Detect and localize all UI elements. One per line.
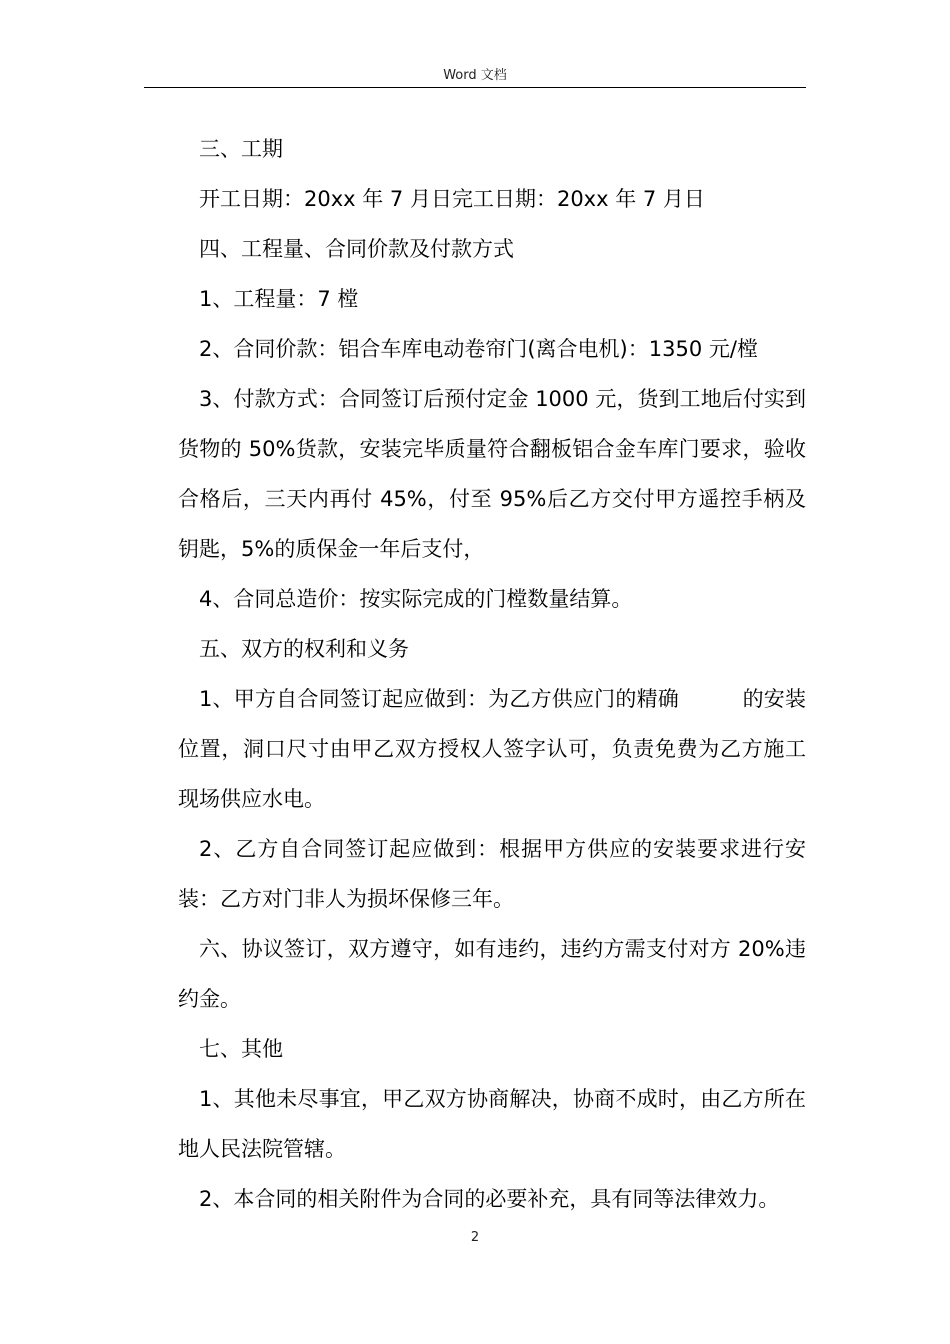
section-heading-schedule: 三、工期 (199, 137, 283, 161)
paragraph-attachments: 2、本合同的相关附件为合同的必要补充，具有同等法律效力。 (199, 1187, 780, 1211)
section-heading-other: 七、其他 (199, 1037, 283, 1061)
header-divider (144, 87, 806, 88)
paragraph-quantity: 1、工程量：7 樘 (199, 287, 359, 311)
page-header-title: Word 文档 (443, 68, 507, 83)
section-heading-rights: 五、双方的权利和义务 (199, 637, 409, 661)
paragraph-price: 2、合同价款：铝合车库电动卷帘门(离合电机)：1350 元/樘 (199, 337, 758, 361)
paragraph-breach: 六、协议签订，双方遵守，如有违约，违约方需支付对方 20%违约金。 (178, 937, 806, 1011)
document-body (178, 124, 806, 1224)
paragraph-party-a-duties: 1、甲方自合同签订起应做到：为乙方供应门的精确 的安装位置，洞口尺寸由甲乙双方授权人签字认可，负责免费为乙方施工现场供应水电。 (178, 687, 806, 811)
paragraph-dispute: 1、其他未尽事宜，甲乙双方协商解决，协商不成时，由乙方所在地人民法院管辖。 (178, 1087, 806, 1161)
paragraph-total-cost: 4、合同总造价：按实际完成的门樘数量结算。 (199, 587, 633, 611)
section-heading-quantity-price: 四、工程量、合同价款及付款方式 (199, 237, 514, 261)
paragraph-party-b-duties: 2、乙方自合同签订起应做到：根据甲方供应的安装要求进行安装：乙方对门非人为损坏保修三年。 (178, 837, 806, 911)
page-number: 2 (470, 1230, 480, 1245)
paragraph-dates: 开工日期：20xx 年 7 月日完工日期：20xx 年 7 月日 (199, 187, 705, 211)
paragraph-payment: 3、付款方式：合同签订后预付定金 1000 元，货到工地后付实到货物的 50%货款，安装完毕质量符合翻板铝合金车库门要求，验收合格后，三天内再付 45%，付至 95%后乙方交付甲方遥控手柄及钥匙，5%的质保金一年后支付， (178, 387, 806, 561)
